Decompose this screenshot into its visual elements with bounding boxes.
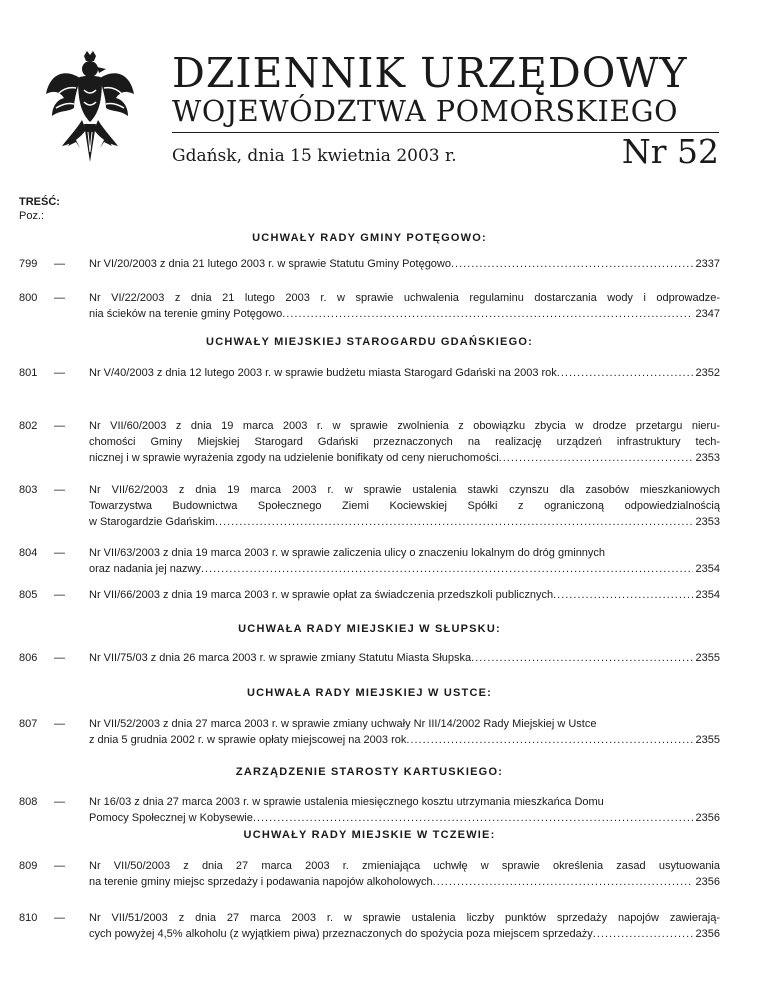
entry-position: 806: [19, 652, 38, 664]
entry-position: 810: [19, 912, 38, 924]
entry-dash: —: [54, 589, 65, 601]
entry-text: Nr VII/66/2003 z dnia 19 marca 2003 r. w sprawie opłat za świadczenia przedszkoli publicznych: [89, 589, 554, 601]
entry-text-line: Nr VII/50/2003 z dnia 27 marca 2003 r. zmieniająca uchwłę w sprawie określenia zasad usytuowania: [89, 860, 720, 872]
entry-page: 2353: [695, 516, 720, 528]
entry-last-line: [89, 926, 720, 942]
entry-page: 2354: [695, 589, 720, 601]
entry-position: 809: [19, 860, 38, 872]
entry-last-line: [89, 561, 720, 577]
section-heading: UCHWAŁA RADY MIEJSKIEJ W SŁUPSKU:: [238, 623, 501, 635]
entry-page: 2356: [695, 928, 720, 940]
entry-dash: —: [54, 420, 65, 432]
entry-dash: —: [54, 860, 65, 872]
entry-text-line: Nr VII/63/2003 z dnia 19 marca 2003 r. w sprawie zaliczenia ulicy o znaczeniu lokalnym do dróg gminnych: [89, 547, 606, 559]
entry-text: Nr V/40/2003 z dnia 12 lutego 2003 r. w sprawie budżetu miasta Starogard Gdański na 2003 rok: [89, 367, 557, 379]
entry-dash: —: [54, 292, 65, 304]
journal-subtitle: WOJEWÓDZTWA POMORSKIEGO: [172, 95, 679, 128]
entry-text-line: Nr VII/51/2003 z dnia 27 marca 2003 r. w sprawie ustalenia liczby punktów sprzedaży napojów zawierają-: [89, 912, 720, 924]
entry-last-line: [89, 587, 720, 603]
entry-position: 801: [19, 367, 38, 379]
entry-text: oraz nadania jej nazwy: [89, 563, 201, 575]
section-heading: ZARZĄDZENIE STAROSTY KARTUSKIEGO:: [235, 766, 504, 778]
entry-dash: —: [54, 912, 65, 924]
entry-text-line: Nr 16/03 z dnia 27 marca 2003 r. w sprawie ustalenia miesięcznego kosztu utrzymania mieszkańca Domu: [89, 796, 604, 808]
white-eagle-emblem: [44, 50, 136, 165]
entry-position: 803: [19, 484, 38, 496]
section-heading: UCHWAŁY RADY GMINY POTĘGOWO:: [252, 232, 487, 244]
entry-text: na terenie gminy miejsc sprzedaży i podawania napojów alkoholowych: [89, 876, 433, 888]
entry-last-line: [89, 874, 720, 890]
position-label: Poz.:: [19, 210, 45, 222]
entry-text: cych powyżej 4,5% alkoholu (z wyjątkiem piwa) przeznaczonych do spożycia poza miejscem sprzedaży: [89, 928, 593, 940]
entry-position: 799: [19, 258, 38, 270]
entry-page: 2356: [695, 812, 720, 824]
entry-last-line: [89, 514, 720, 530]
entry-last-line: [89, 306, 720, 322]
dot-leader: [557, 365, 693, 381]
entry-text: Nr VII/75/03 z dnia 26 marca 2003 r. w sprawie zmiany Statutu Miasta Słupska: [89, 652, 472, 664]
entry-last-line: [89, 256, 720, 272]
entry-position: 805: [19, 589, 38, 601]
entry-page: 2354: [695, 563, 720, 575]
dot-leader: [406, 732, 692, 748]
dot-leader: [553, 587, 692, 603]
entry-position: 804: [19, 547, 38, 559]
entry-text: nicznej i w sprawie wyrażenia zgody na udzielenie bonifikaty od ceny nieruchomości: [89, 452, 499, 464]
entry-text: w Starogardzie Gdańskim: [89, 516, 215, 528]
entry-page: 2355: [695, 734, 720, 746]
entry-last-line: [89, 810, 720, 826]
dot-leader: [433, 874, 693, 890]
entry-text-line: Nr VII/60/2003 z dnia 19 marca 2003 r. w sprawie zwolnienia z obowiązku zbycia w drodze przetargu nieru-: [89, 420, 720, 432]
entry-text: nia ścieków na terenie gminy Potęgowo: [89, 308, 283, 320]
entry-last-line: [89, 650, 720, 666]
entry-position: 802: [19, 420, 38, 432]
entry-page: 2337: [695, 258, 720, 270]
entry-position: 807: [19, 718, 38, 730]
dot-leader: [593, 926, 693, 942]
entry-text: z dnia 5 grudnia 2002 r. w sprawie opłaty miejscowej na 2003 rok: [89, 734, 407, 746]
entry-text-line: chomości Gminy Miejskiej Starogard Gdański przeznaczonych na realizację urządzeń infrastruktury tech-: [89, 436, 720, 448]
entry-last-line: [89, 450, 720, 466]
entry-position: 800: [19, 292, 38, 304]
entry-text-line: Nr VII/62/2003 z dnia 19 marca 2003 r. w sprawie ustalenia stawki czynszu dla zasobów mieszkaniowych: [89, 484, 720, 496]
entry-dash: —: [54, 796, 65, 808]
entry-page: 2352: [695, 367, 720, 379]
entry-last-line: [89, 732, 720, 748]
section-heading: UCHWAŁA RADY MIEJSKIEJ W USTCE:: [247, 687, 492, 699]
entry-last-line: [89, 365, 720, 381]
section-heading: UCHWAŁY MIEJSKIEJ STAROGARDU GDAŃSKIEGO:: [206, 336, 533, 348]
publication-date: Gdańsk, dnia 15 kwietnia 2003 r.: [172, 146, 457, 166]
dot-leader: [215, 514, 693, 530]
entry-dash: —: [54, 547, 65, 559]
entry-dash: —: [54, 652, 65, 664]
entry-dash: —: [54, 484, 65, 496]
entry-text: Nr VI/20/2003 z dnia 21 lutego 2003 r. w sprawie Statutu Gminy Potęgowo: [89, 258, 451, 270]
journal-title: DZIENNIK URZĘDOWY: [172, 49, 688, 97]
dot-leader: [499, 450, 693, 466]
entry-page: 2353: [695, 452, 720, 464]
entry-text: Pomocy Społecznej w Kobysewie: [89, 812, 253, 824]
dot-leader: [253, 810, 693, 826]
entry-text-line: Towarzystwa Budownictwa Społecznego Ziemi Kociewskiej Spółki z ograniczoną odpowiedzialnością: [89, 500, 720, 512]
contents-heading: TREŚĆ:: [19, 196, 60, 208]
entry-dash: —: [54, 718, 65, 730]
entry-text-line: Nr VII/52/2003 z dnia 27 marca 2003 r. w sprawie zmiany uchwały Nr III/14/2002 Rady Miejskiej w Ustce: [89, 718, 597, 730]
dot-leader: [282, 306, 692, 322]
entry-dash: —: [54, 258, 65, 270]
entry-dash: —: [54, 367, 65, 379]
entry-text-line: Nr VI/22/2003 z dnia 21 lutego 2003 r. w sprawie uchwalenia regulaminu dostarczania wody i odprowadze-: [89, 292, 720, 304]
entry-page: 2355: [695, 652, 720, 664]
section-heading: UCHWAŁY RADY MIEJSKIE W TCZEWIE:: [243, 829, 496, 841]
entry-page: 2356: [695, 876, 720, 888]
issue-number: Nr 52: [621, 132, 719, 171]
entry-position: 808: [19, 796, 38, 808]
dot-leader: [201, 561, 693, 577]
entry-page: 2347: [695, 308, 720, 320]
dot-leader: [451, 256, 693, 272]
dot-leader: [471, 650, 692, 666]
